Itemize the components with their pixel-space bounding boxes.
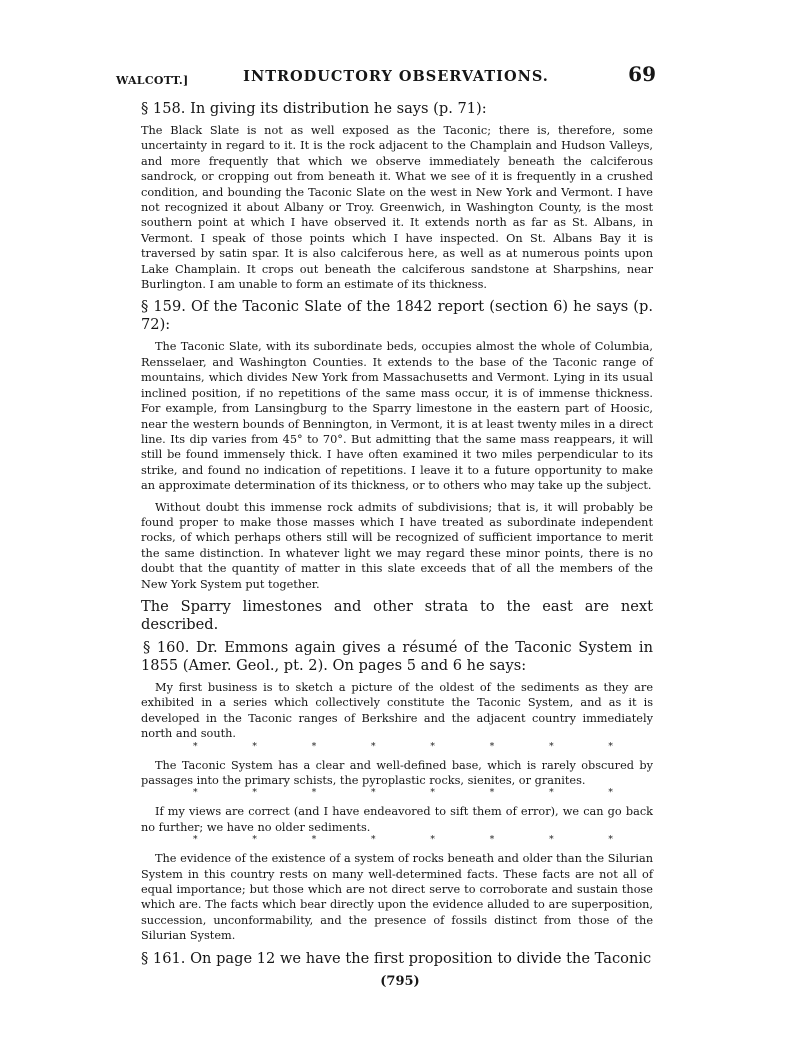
section-separator [141, 743, 653, 752]
footer-page-marker: (795) [380, 974, 420, 989]
separator-asterisk: * [371, 741, 376, 752]
separator-asterisk: * [549, 741, 554, 752]
separator-asterisk: * [549, 788, 554, 799]
quoted-paragraph: Without doubt this immense rock admits of subdivisions; that is, it will probably be found proper to make those masses which I have treated as subordinate independent rocks, of which perhaps others still will be recognized of sufficient importance to merit the same distinction. In whatever light we may regard these minor points, there is no doubt that the quantity of matter in this slate exceeds that of all the members of the New York System put together. [141, 500, 653, 591]
separator-asterisk: * [608, 741, 613, 752]
separator-asterisk: * [311, 741, 317, 752]
section-paragraph: § 161. On page 12 we have the first proposition to divide the Taconic [141, 949, 652, 967]
separator-asterisk: * [252, 788, 257, 799]
quoted-paragraph: If my views are correct (and I have endeavored to sift them of error), we can go back no further; we have no older sediments. [141, 805, 653, 834]
section-separator [141, 789, 653, 798]
quoted-paragraph: The Taconic System has a clear and well-defined base, which is rarely obscured by passages into the primary schists, the pyroplastic rocks, sienites, or granites. [141, 758, 653, 787]
quoted-paragraph: The Taconic Slate, with its subordinate beds, occupies almost the whole of Columbia, Rensselaer, and Washington Counties. It extends to the base of the Taconic range of mountains, which divides New York from Massachusetts and Vermont. Lying in its usual inclined position, if no repetitions of the same mass occur, it is of immense thickness. For example, from Lansingburg to the Sparry limestone in the eastern part of Hoosic, near the western bounds of Bennington, in Vermont, it is at least twenty miles in a direct line. Its dip varies from 45° to 70°. But admitting that the same mass reappears, it will still be found immensely thick. I have often examined it two miles perpendicular to its strike, and found no indication of repetitions. I leave it to a future opportunity to make an approximate determination of its thickness, or to others who may take up the subject. [141, 340, 653, 493]
section-separator [141, 836, 653, 845]
separator-asterisk: * [252, 835, 257, 846]
section-paragraph: § 160. Dr. Emmons again gives a résumé of the Taconic System in 1855 (Amer. Geol., pt. 2). On pages 5 and 6 he says: [141, 638, 653, 674]
separator-asterisk: * [371, 788, 376, 799]
separator-asterisk: * [430, 835, 435, 846]
separator-asterisk: * [430, 788, 435, 799]
separator-asterisk: * [489, 835, 495, 846]
quoted-paragraph: The Black Slate is not as well exposed as the Taconic; there is, therefore, some uncertainty in regard to it. It is the rock adjacent to the Champlain and Hudson Valleys, and more frequently that which we observe immediately beneath the calciferous sandrock, or cropping out from beneath it. What we see of it is frequently in a crushed condition, and bounding the Taconic Slate on the west in New York and Vermont. I have not recognized it about Albany or Troy. Greenwich, in Washington County, is the most southern point at which I have observed it. It extends north as far as St. Albans, in Vermont. I speak of those points which I have inspected. On St. Albans Bay it is traversed by satin spar. It is also calciferous here, as well as at numerous points upon Lake Champlain. It crops out beneath the calciferous sandstone at Sharpshins, near Burlington. I am unable to form an estimate of its thickness. [141, 124, 653, 292]
quoted-paragraph: My first business is to sketch a picture of the oldest of the sediments as they are exhibited in a series which collectively constitute the Taconic System, and as it is developed in the Taconic ranges of Berkshire and the adjacent country immediately north and south. [141, 680, 653, 741]
separator-asterisk: * [549, 835, 554, 846]
separator-asterisk: * [430, 741, 435, 752]
separator-asterisk: * [193, 741, 198, 752]
section-paragraph: § 158. In giving its distribution he says (p. 71): [141, 100, 487, 117]
page-number: 69 [628, 62, 656, 86]
header-title: INTRODUCTORY OBSERVATIONS. [243, 68, 549, 85]
quoted-paragraph: The evidence of the existence of a system of rocks beneath and older than the Silurian System in this country rests on many well-determined facts. These facts are not all of equal importance; but those which are not direct serve to corroborate and sustain those which are. The facts which bear directly upon the evidence alluded to are superposition, succession, unconformability, and the presence of fossils distinct from those of the Silurian System. [141, 852, 653, 943]
separator-asterisk: * [371, 835, 376, 846]
separator-asterisk: * [193, 788, 198, 799]
separator-asterisk: * [608, 835, 613, 846]
separator-asterisk: * [311, 835, 317, 846]
separator-asterisk: * [252, 741, 257, 752]
section-paragraph: The Sparry limestones and other strata to the east are next described. [141, 597, 653, 633]
separator-asterisk: * [193, 835, 198, 846]
header-author: WALCOTT.] [116, 74, 189, 87]
section-paragraph: § 159. Of the Taconic Slate of the 1842 report (section 6) he says (p. 72): [141, 298, 653, 334]
separator-asterisk: * [489, 741, 495, 752]
separator-asterisk: * [608, 788, 613, 799]
separator-asterisk: * [311, 788, 317, 799]
running-header [116, 62, 656, 92]
body-text [141, 100, 653, 973]
separator-asterisk: * [489, 788, 495, 799]
